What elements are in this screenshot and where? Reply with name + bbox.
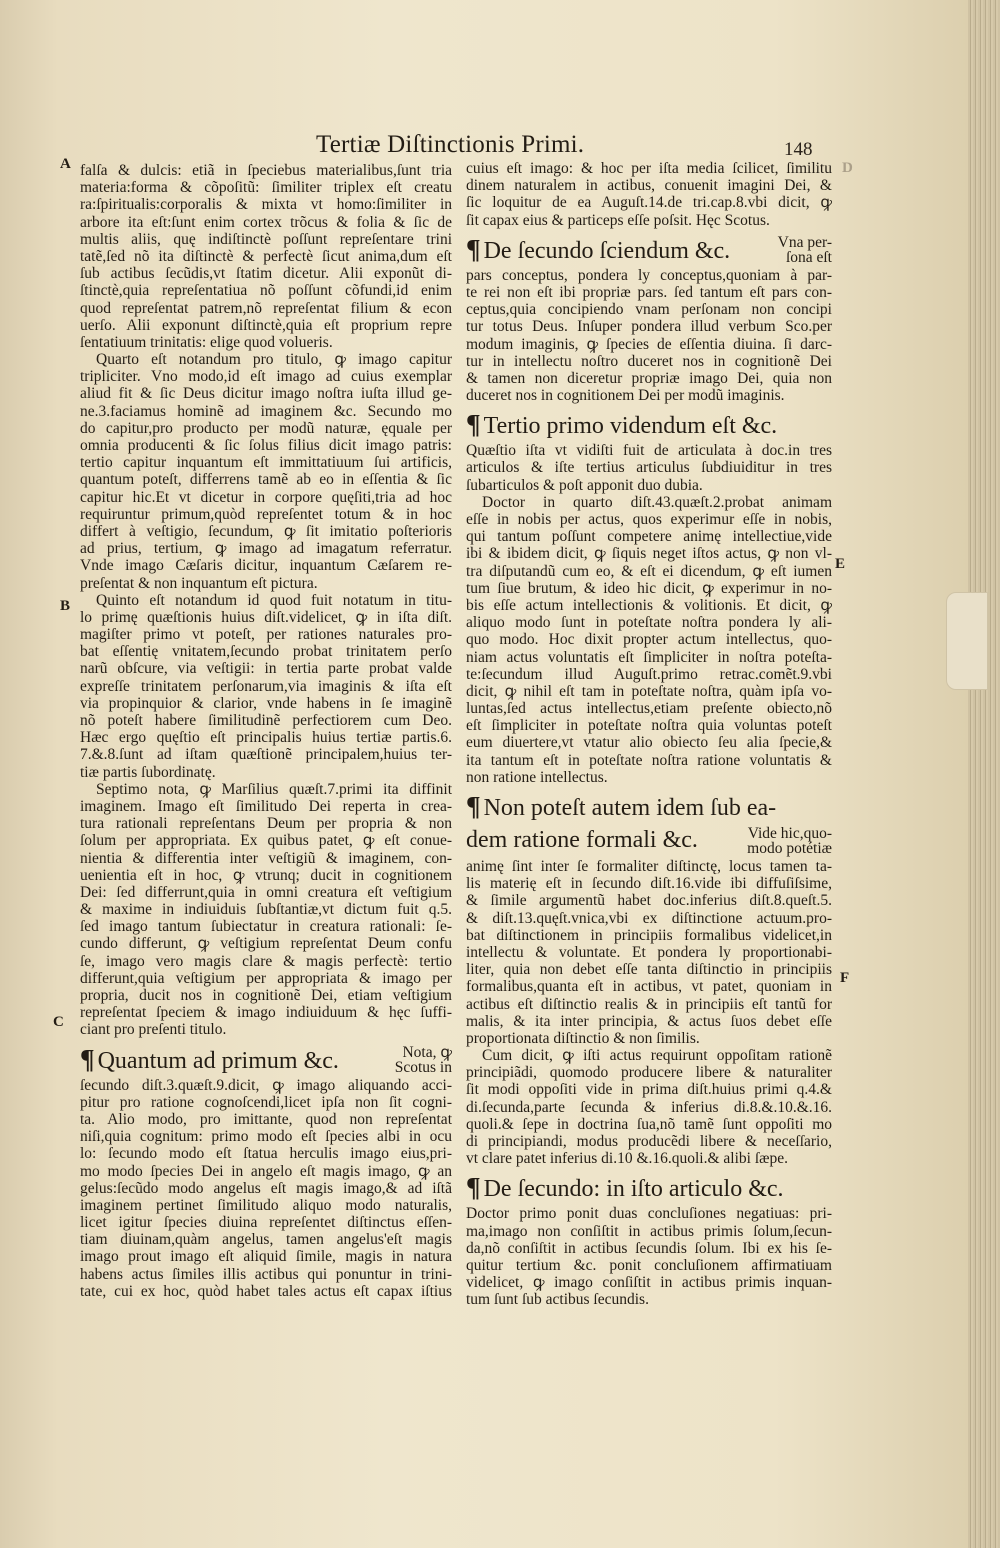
text-line: mo modo ſpecies Dei in angelo eſt magis imago, ꝙ an [80, 1162, 452, 1180]
heading-note [372, 1045, 452, 1075]
text-line: ſic loquitur de ea Auguſt.14.de tri.cap.8.vbi dicit, ꝙ [466, 194, 832, 212]
heading-text: De ſecundo ſciendum &c. [483, 237, 731, 264]
section-heading [466, 790, 832, 822]
text-line: requiruntur primum,quòd repreſentet totum & in hoc [80, 505, 452, 523]
paragraph-3 [80, 592, 452, 781]
page-tab [946, 592, 988, 690]
text-line: eſſe in nobis per actus, quos experimur eſſe in nobis, [466, 511, 832, 528]
text-line: eſt ſimpliciter in poteſtate noſtra quia voluntas poteſt [466, 717, 832, 735]
text-line: tertio capitur inquantum eſt immittatiuum ſui artificis, [80, 454, 452, 472]
text-line: aliud fit & ſic Deus dicitur imago noſtra iuſta illud ge- [80, 385, 452, 403]
text-line: non ratione intellectus. [466, 768, 608, 786]
text-line: aliquo modo ſunt in poteſtate noſtra pondera ly ali- [466, 614, 832, 632]
text-line: ſolum per appropriata. Ex quibus patet, ꝙ eſt conue- [80, 832, 452, 850]
text-line: ne.3.faciamus hominẽ ad imaginem &c. Secundo mo [80, 402, 452, 420]
text-line: bat diſtinctionem in principiis formalibus videlicet,in [466, 926, 832, 944]
text-line: ceptus,quia concipiendo vnam perſonam non concipi [466, 301, 832, 319]
paragraph-1 [80, 162, 452, 351]
section-heading [466, 1171, 832, 1203]
text-line: pitur pro ratione cognoſcendi,licet ipſa non ſit cogni- [80, 1093, 452, 1111]
text-line: bis eſſe actum intellectionis & volitionis. Et dicit, ꝙ [466, 596, 832, 614]
section-heading [466, 233, 832, 265]
text-line: ma,imago non conſiſtit in actibus primis ſolum,ſecun- [466, 1222, 832, 1240]
text-line: liter, quia non debet eſſe tanta diſtinctio in principiis [466, 961, 832, 979]
text-line: animę ſint inter ſe formaliter diſtinctę, locus tamen ta- [466, 858, 832, 875]
text-line: Quæſtio iſta vt vidiſti fuit de articulata à doc.in tres [466, 442, 832, 460]
text-line: luntas,ſed actus intellectus,etiam preſente obiecto,nõ [466, 700, 832, 718]
section-heading [466, 408, 832, 440]
text-line: te:ſecundum illud Auguſt.primo retrac.comẽt.9.vbi [466, 665, 832, 683]
text-line: licet igitur ſpecies diuina repreſentet diſtinctus eſſen- [80, 1214, 452, 1232]
heading-note-line: Scotus in [394, 1058, 452, 1076]
text-line: narũ obſcure, via veſtigii: in tertia parte probat valde [80, 660, 452, 678]
text-line: tur totus Deus. Inſuper pondera illud verbum Sco.per [466, 318, 832, 336]
section-heading [80, 1043, 452, 1075]
text-line: multis aliis, quę indiſtinctè poſſunt repreſentare trini [80, 230, 452, 248]
paragraph-1 [466, 160, 832, 229]
text-line: gelus:ſecũdo modo angelus eſt magis imago,& ad iſtã [80, 1179, 452, 1197]
paragraph-3 [466, 442, 832, 494]
text-line: cundo differunt, ꝙ veſtigium repreſentat Deum confu [80, 935, 452, 953]
text-line: proportionata diſtinctio & non ſimilis. [466, 1029, 700, 1047]
text-line: formalibus,quanta eſt in actibus, vt patet, quoniam in [466, 978, 832, 996]
text-line: tum ſunt ſub actibus ſecundis. [466, 1291, 649, 1309]
text-line: differt à veſtigio, ſecundum, ꝙ ſit imitatio poſterioris [80, 522, 452, 540]
text-line: Dei: ſed differrunt,quia in omni creatura eſt veſtigium [80, 883, 452, 901]
text-line: Vnde imago Cæſaris dicitur, inquantum Cæſarem re- [80, 557, 452, 575]
text-line: falſa & dulcis: etiã in ſpeciebus materialibus,ſunt tria [80, 162, 452, 179]
running-head: Tertiæ Diſtinctionis Primi. [316, 131, 585, 158]
text-line: ciant pro preſenti titulo. [80, 1021, 227, 1039]
paragraph-mark-icon: ¶ [80, 1043, 95, 1074]
paragraph-2 [466, 267, 832, 405]
text-line: malis, & ita inter principia, & actus ſuos debet eſſe [466, 1012, 832, 1030]
text-line: dicit, ꝙ nihil eſt tam in poteſtate noſtra, quàm ipſa vo- [466, 682, 832, 700]
text-line: ſit capax eius & particeps eſſe poſsit. Hęc Scotus. [466, 211, 770, 229]
text-line: ſub actibus ſecũdis,vt ſtatim dicetur. Alii exponũt di- [80, 265, 452, 283]
text-line: tur in intellectu noſtro duceret nos in cognitionẽ Dei [466, 352, 832, 370]
text-line: ſe, imago vero magis clare & magis perfectè: tertio [80, 952, 452, 970]
text-line: articulos & iſte tertius articulus ſubdiuiditur in tres [466, 459, 832, 477]
text-line: lo primę quæſtionis huius diſt.videlicet, ꝙ in iſta diſt. [80, 608, 452, 626]
text-line: ſentatiuum trinitatis: elige quod volueris. [80, 333, 333, 351]
text-line: quo modo. Hoc dixit propter actum intellectus, quo- [466, 631, 832, 649]
heading-text: Quantum ad primum &c. [97, 1047, 339, 1074]
text-line: arbore ita eſt:ſunt enim cortex trõcus & folia & ſic de [80, 213, 452, 231]
text-line: principiãdi, quomodo producere libere & naturaliter [466, 1064, 832, 1082]
text-line: tiæ partis ſubordinatę. [80, 763, 216, 781]
text-line: duceret nos in cognitionem Dei per modũ imaginis. [466, 387, 785, 405]
paragraph-mark-icon: ¶ [466, 1172, 481, 1203]
text-line: & diſt.13.quęſt.vnica,vbi ex diſtinctione actuum.pro- [466, 909, 832, 927]
text-line: & maxime in indiuiduis ſubſtantiæ,vt dictum fuit q.5. [80, 901, 452, 919]
text-line: videlicet, ꝙ imago conſiſtit in actibus primis inquan- [466, 1274, 832, 1292]
text-line: nõ poteſt habere ſimilitudinẽ perfectiorem cum Deo. [80, 712, 452, 729]
heading-note-line: Nota, ꝙ [402, 1043, 452, 1061]
right-column [466, 160, 832, 1309]
paragraph-5 [466, 858, 832, 1047]
text-line: tripliciter. Vno modo,id eſt imago ad cuius exemplar [80, 368, 452, 386]
text-line: pars conceptus, pondera ly conceptus,quoniam à par- [466, 266, 832, 284]
text-line: di principiandi, modus producẽdi libere & neceſſario, [466, 1133, 832, 1150]
text-line: propria, ducit nos in cognitionẽ Dei, etiam veſtigium [80, 987, 452, 1004]
text-line: ſed imago tantum ſubiectatur in creatura rationali: ſe- [80, 918, 452, 936]
text-line: qui tantum poſſunt competere animę intellectiue,vide [466, 528, 832, 546]
text-line: dinem naturalem in actibus, conuenit imagini Dei, & [466, 177, 832, 195]
paragraph-6 [466, 1047, 832, 1167]
text-line: magiſter primo vt poteſt, per rationes naturales pro- [80, 626, 452, 644]
text-line: expreſſe trinitatem perſonarum,via imaginis & iſta eſt [80, 677, 452, 695]
paragraph-2 [80, 351, 452, 592]
paragraph-mark-icon: ¶ [466, 233, 481, 264]
text-line: tate, cui ex hoc, quòd habet tales actus eſt capax iſtius [80, 1282, 452, 1300]
folio-number: 148 [784, 139, 813, 160]
text-line: te rei non eſt ibi propriæ pars. ſed tantum eſt pars con- [466, 283, 832, 301]
heading-note [752, 235, 832, 265]
heading-note-line: ſona eſt [785, 248, 832, 266]
text-line: Quinto eſt notandum id quod fuit notatum in titu- [96, 591, 452, 609]
text-line: modum imaginis, ꝙ ſpecies de eſſentia diuina. ſi darc- [466, 335, 832, 353]
text-line: ſecundo diſt.3.quæſt.9.dicit, ꝙ imago aliquando acci- [80, 1076, 452, 1094]
margin-letter-f: F [840, 970, 850, 986]
text-line: ſit modi oppoſiti vide in prima diſt.huius primi q.4.& [466, 1081, 832, 1099]
text-line: quod repreſentat patrem,nõ repreſentat filium & econ [80, 299, 452, 317]
text-line: tiam diuinam,quàm angelus, tamen angelus'eſt magis [80, 1231, 452, 1249]
text-line: ibi & ibidem dicit, ꝙ ſiquis neget iſtos actus, ꝙ non vl- [466, 545, 832, 563]
text-line: Cum dicit, ꝙ iſti actus requirunt oppoſitam rationẽ [482, 1047, 832, 1065]
text-line: preſentat & non inquantum eſt pictura. [80, 574, 318, 592]
text-line: Septimo nota, ꝙ Marſilius quæſt.7.primi ita diffinit [96, 780, 452, 798]
text-line: imaginem. Imago eſt ſimilitudo Dei reperta in crea- [80, 797, 452, 815]
text-line: eum diuertere,vt vtatur alio obiecto ſeu alia ſpecie,& [466, 734, 832, 752]
text-line: ta. Alio modo, pro imittante, quod non repreſentat [80, 1110, 452, 1128]
paragraph-7 [466, 1205, 832, 1308]
text-line: niam actus voluntatis eſt ſimpliciter in noſtra poteſta- [466, 648, 832, 666]
text-line: lo: ſecundo modo eſt ſtatua herculis imago eius,pri- [80, 1145, 452, 1163]
text-line: di.ſecunda,parte ſecunda & inferius di.8.&.10.&.16. [466, 1098, 832, 1116]
text-line: quantum poteſt, differrens tamẽ ab eo in eſſentia & ſic [80, 471, 452, 489]
text-line: Quarto eſt notandum pro titulo, ꝙ imago capitur [96, 351, 452, 369]
text-line: ſubarticulos & poſt apponit duo dubia. [466, 476, 703, 494]
heading-text: Tertio primo videndum eſt &c. [483, 413, 778, 440]
text-line: Hæc ergo quęſtio eſt principalis huius tertiæ partis.6. [80, 729, 452, 747]
left-column [80, 162, 452, 1300]
heading-note-line: Vide hic,quo- [747, 825, 832, 842]
text-line: ita tantum eſt in poteſtate noſtra ratione voluntatis & [466, 751, 832, 769]
text-line: cuius eſt imago: & hoc per iſta media ſcilicet, ſimilitu [466, 160, 832, 177]
heading-note-line: modo potétiæ [747, 840, 832, 857]
text-line: imago prout imago eſt aliquid ſimile, magis in natura [80, 1248, 452, 1266]
text-line: nientia & differentia inter veſtigiũ & imaginem, con- [80, 849, 452, 867]
text-line: vt clare patet inferius di.10 &.16.quoli.& alibi ſæpe. [466, 1150, 788, 1168]
text-line: ad prius, tertium, ꝙ imago ad imagatum referratur. [80, 540, 452, 558]
text-line: lis materię eſt in ſecundo diſt.16.vide ibi diffuſiſsime, [466, 875, 832, 893]
text-line: Doctor primo ponit duas concluſiones negatiuas: pri- [466, 1205, 832, 1223]
text-line: habens actus ſimiles illis actibus qui ponuntur in trini- [80, 1265, 452, 1283]
text-line: intellectu & voluntate. Et pondera ly proportionabi- [466, 943, 832, 961]
text-line: uenientia eſt in hoc, ꝙ vtrunq; ducit in cognitionem [80, 866, 452, 884]
paragraph-4 [466, 494, 832, 786]
text-line: omnia producenti & ſic ſolus filius dicit imago patris: [80, 437, 452, 454]
text-line: tura rationali repreſentans Deum per propria & non [80, 815, 452, 833]
text-line: do capitur,pro producto per modũ naturæ, ęquale per [80, 419, 452, 437]
paragraph-mark-icon: ¶ [466, 409, 481, 440]
text-line: bat eſſentię vnitatem,ſecundo probat trinitatem perſo [80, 643, 452, 661]
text-line: via propinquior & clarior, vnde habens in ſe imaginẽ [80, 694, 452, 712]
text-line: Doctor in quarto diſt.43.quæſt.2.probat animam [482, 493, 832, 511]
text-line: & tamen non diceretur propriæ imago Dei, quia non [466, 369, 832, 387]
text-line: imaginem pertinet ſimilitudo aliquo modo naturalis, [80, 1196, 452, 1214]
text-line: capitur hic.Et vt dicetur in corpore quęſiti,tria ad hoc [80, 488, 452, 506]
page-edges [968, 0, 1000, 1548]
text-line: ſtinctè,quia repreſentatiua nõ poſſunt cõfundi,id enim [80, 282, 452, 300]
text-line: actibus eſt diſtinctio realis & in principiis eſt tantũ for [466, 995, 832, 1013]
text-line: ra:ſpiritualis:corporalis & mixta vt homo:ſimiliter in [80, 196, 452, 214]
margin-letter-a: A [60, 156, 71, 172]
text-line: materia:forma & cõpoſitũ: ſimiliter triplex eſt creatu [80, 179, 452, 197]
paragraph-mark-icon: ¶ [466, 791, 481, 821]
heading-note-line: Vna per- [777, 233, 832, 251]
paragraph-4 [80, 781, 452, 1039]
margin-letter-b: B [60, 598, 71, 614]
heading-text: De ſecundo: in iſto articulo &c. [483, 1176, 784, 1203]
heading-text: Non poteſt autem idem ſub ea- [483, 795, 777, 821]
text-line: quoli.& ſepe in doctrina ſua,nõ tamẽ ſunt oppoſiti mo [466, 1115, 832, 1133]
text-line: tra diſputandũ cum eo, & eſt ei dicendum, ꝙ eſt iumen [466, 562, 832, 580]
text-line: 7.&.8.ſunt ad iſtam quæſtionẽ principalem,huius ter- [80, 746, 452, 764]
margin-letter-d: D [842, 160, 853, 176]
text-line: tatẽ,ſed nõ ita diſtinctè & perfectè ſicut anima,dum eſt [80, 247, 452, 265]
text-line: niſi,quia cognitum: primo modo eſt ſpecies albi in ocu [80, 1128, 452, 1146]
text-line: uerſo. Alii exponunt diſtinctè,quia eſt proprium repre [80, 316, 452, 334]
text-line: quitur tertium &c. ponit concluſionem affirmatiuam [466, 1256, 832, 1274]
margin-letter-c: C [53, 1014, 64, 1030]
text-line: da,nõ conſiſtit in actibus ſecundis ſolum. Ibi ex his ſe- [466, 1239, 832, 1257]
text-line: tum ſiue brutum, & ideo hic dicit, ꝙ experimur in no- [466, 579, 832, 597]
text-line: & ſimile argumentũ habet doc.inferius diſt.8.queſt.5. [466, 892, 832, 910]
text-line: differunt,quia veſtigium per appropriata & imago per [80, 969, 452, 987]
text-line: repreſentat ſpeciem & imago indiuiduum & hęc ſuffi- [80, 1004, 452, 1022]
paragraph-5 [80, 1077, 452, 1300]
heading-text: dem ratione formali &c. [466, 827, 698, 853]
margin-letter-e: E [835, 556, 846, 572]
heading-note [740, 826, 832, 856]
section-heading-continued [466, 824, 832, 856]
